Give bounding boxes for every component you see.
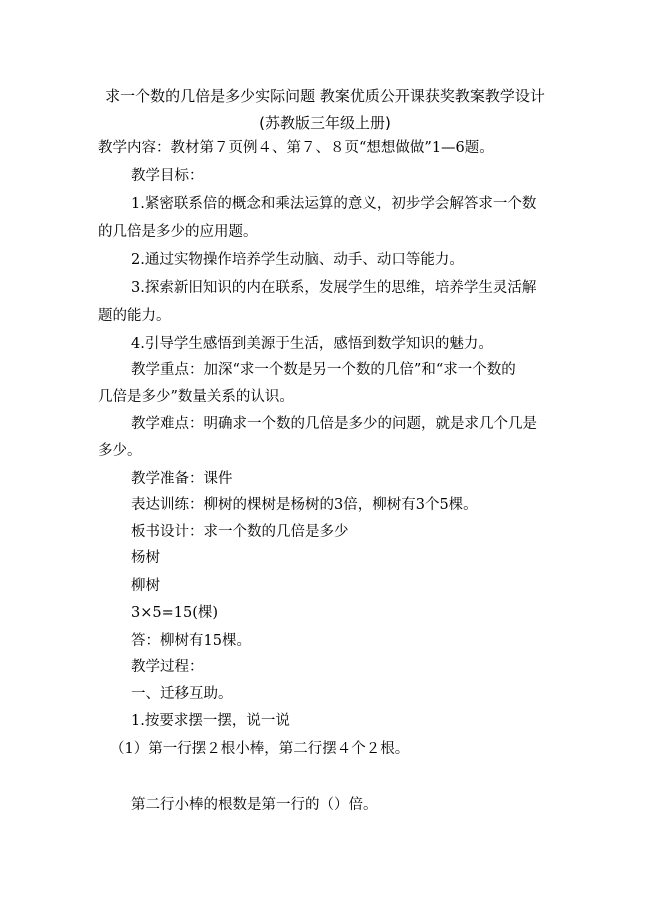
board-willow: 柳树: [131, 578, 160, 594]
step-1-1-1: （1）第一行摆２根小棒，第二行摆４个２根。: [110, 741, 410, 757]
question: 第二行小棒的根数是第一行的（）倍。: [131, 797, 378, 813]
step-1-1: 1.按要求摆一摆，说一说: [131, 713, 290, 729]
step-1: 一、迁移互助。: [131, 686, 233, 702]
difficulty-line-2: 多少。: [98, 443, 142, 459]
key-point-line-2: 几倍是多少”数量关系的认识。: [98, 389, 294, 405]
preparation: 教学准备：课件: [131, 471, 233, 487]
board-answer: 答：柳树有15棵。: [131, 633, 251, 649]
key-point-line-1: 教学重点：加深“求一个数是另一个数的几倍”和“求一个数的: [131, 362, 516, 378]
expression-training: 表达训练：柳树的棵树是杨树的3倍，柳树有3个5棵。: [131, 497, 478, 513]
objective-1-line-1: 1.紧密联系倍的概念和乘法运算的意义，初步学会解答求一个数: [131, 196, 537, 212]
objective-1-line-2: 的几倍是多少的应用题。: [98, 224, 258, 240]
process-heading: 教学过程：: [131, 659, 204, 675]
objective-3-line-2: 题的能力。: [98, 308, 171, 324]
objective-3-line-1: 3.探索新旧知识的内在联系，发展学生的思维，培养学生灵活解: [131, 280, 537, 296]
teaching-content: 教学内容：教材第７页例４、第７、８页“想想做做”1—6题。: [98, 140, 494, 156]
objective-4: 4.引导学生感悟到美源于生活，感悟到数学知识的魅力。: [131, 336, 493, 352]
document-title: 求一个数的几倍是多少实际问题 教案优质公开课获奖教案教学设计: [105, 87, 545, 105]
board-design: 板书设计：求一个数的几倍是多少: [131, 524, 349, 540]
difficulty-line-1: 教学难点：明确求一个数的几倍是多少的问题，就是求几个几是: [131, 416, 537, 432]
board-equation: 3×5=15(棵): [131, 605, 219, 621]
board-poplar: 杨树: [131, 550, 160, 566]
objective-2: 2.通过实物操作培养学生动脑、动手、动口等能力。: [131, 252, 464, 268]
objectives-heading: 教学目标：: [131, 168, 204, 184]
document-subtitle: (苏教版三年级上册): [259, 114, 391, 132]
